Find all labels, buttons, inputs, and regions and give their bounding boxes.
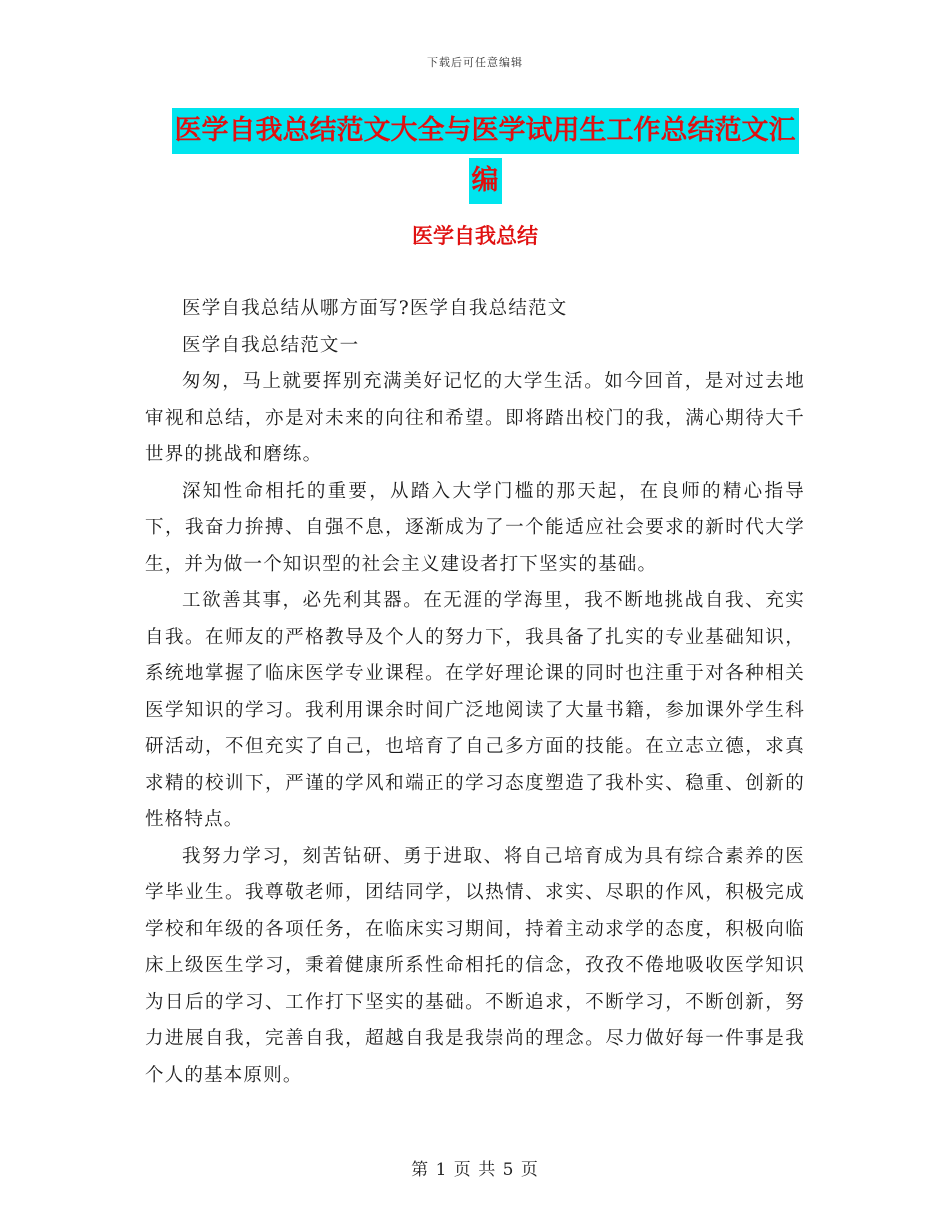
page-number: 第 1 页 共 5 页 xyxy=(411,1160,539,1180)
document-title xyxy=(150,106,820,206)
paragraph: 工欲善其事，必先利其器。在无涯的学海里，我不断地挑战自我、充实自我。在师友的严格教导及个人的努力下，我具备了扎实的专业基础知识，系统地掌握了临床医学专业课程。在学好理论课的同时也注重于对各种相关医学知识的学习。我利用课余时间广泛地阅读了大量书籍，参加课外学生科研活动，不但充实了自己，也培育了自己多方面的技能。在立志立德，求真求精的校训下，严谨的学风和端正的学习态度塑造了我朴实、稳重、创新的性格特点。 xyxy=(145,590,805,830)
paragraph: 我努力学习，刻苦钻研、勇于进取、将自己培育成为具有综合素养的医学毕业生。我尊敬老师，团结同学，以热情、求实、尽职的作风，积极完成学校和年级的各项任务，在临床实习期间，持着主动求学的态度，积极向临床上级医生学习，秉着健康所系性命相托的信念，孜孜不倦地吸收医学知识为日后的学习、工作打下坚实的基础。不断追求，不断学习，不断创新，努力进展自我，完善自我，超越自我是我崇尚的理念。尽力做好每一件事是我个人的基本原则。 xyxy=(145,845,805,1086)
header-note: 下载后可任意编辑 xyxy=(427,56,523,69)
paragraph: 医学自我总结范文一 xyxy=(182,334,360,356)
section-heading: 医学自我总结 xyxy=(412,224,538,248)
paragraph: 匆匆，马上就要挥别充满美好记忆的大学生活。如今回首，是对过去地审视和总结，亦是对未来的向往和希望。即将踏出校门的我，满心期待大千世界的挑战和磨练。 xyxy=(145,371,805,465)
paragraph: 医学自我总结从哪方面写?医学自我总结范文 xyxy=(182,298,568,319)
paragraph: 深知性命相托的重要，从踏入大学门槛的那天起，在良师的精心指导下，我奋力拚搏、自强不息，逐渐成为了一个能适应社会要求的新时代大学生，并为做一个知识型的社会主义建设者打下坚实的基础。 xyxy=(145,480,805,575)
title-line-1: 医学自我总结范文大全与医学试用生工作总结范文汇 xyxy=(172,108,799,154)
title-line-2: 编 xyxy=(469,158,502,204)
body-text xyxy=(145,291,805,1094)
